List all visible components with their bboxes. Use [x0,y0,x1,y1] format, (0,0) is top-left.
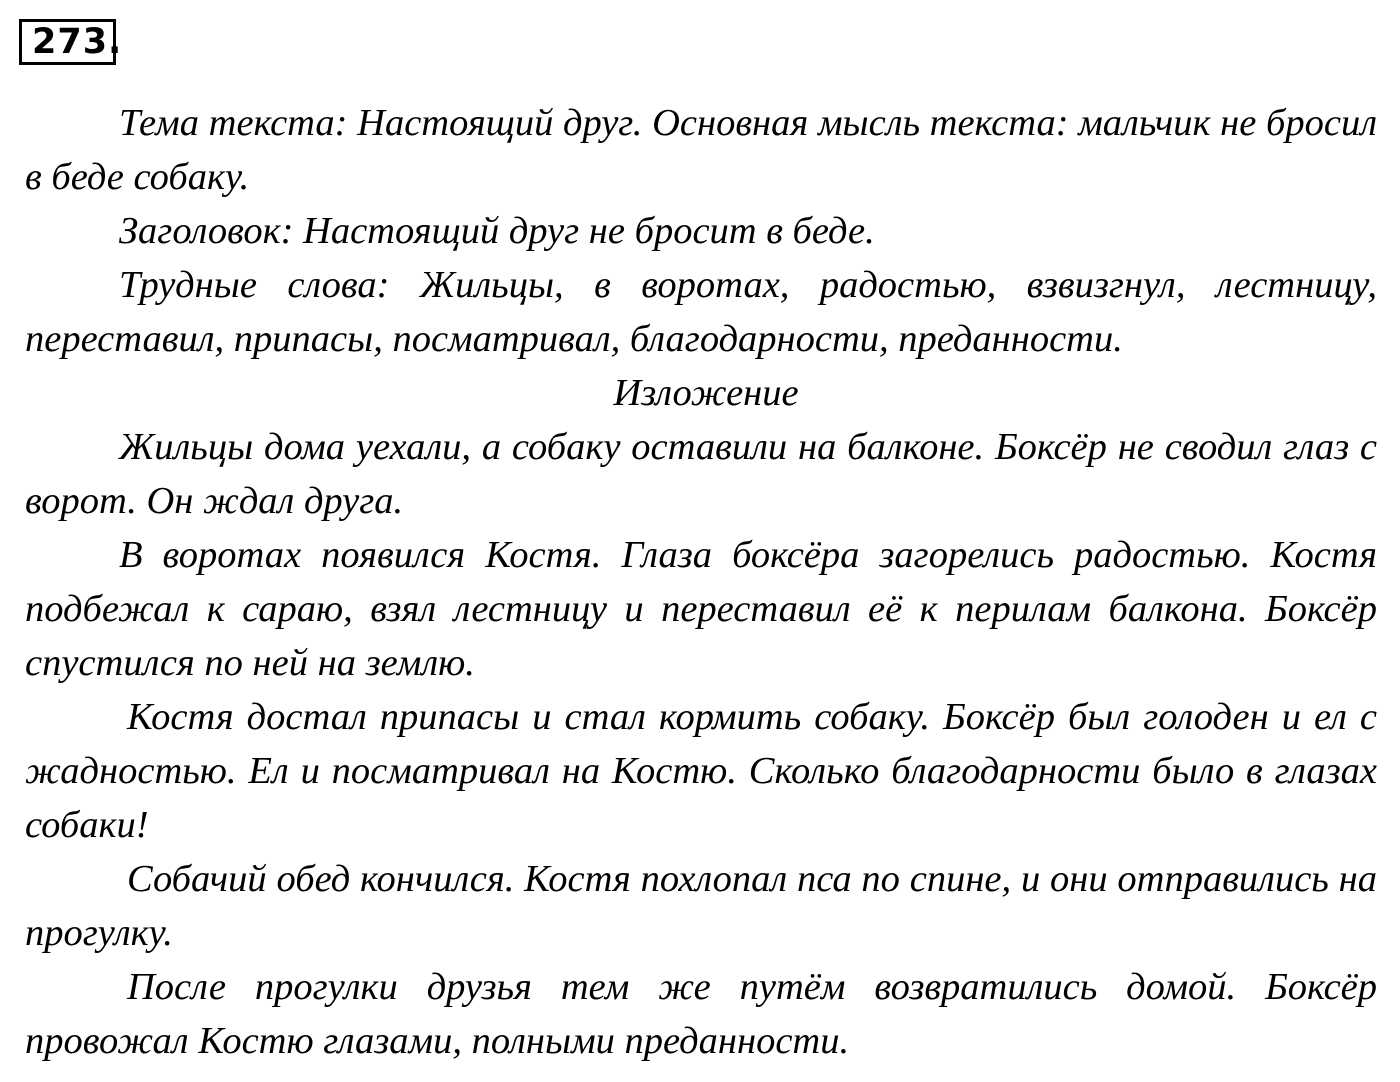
essay-heading: Изложение [613,372,799,414]
difficult-words-paragraph: Трудные слова: Жильцы, в воротах, радостью, взвизгнул, лестницу, переставил, припасы, посматривал, благодарности, преданности. [25,264,1377,360]
text-body [25,96,1377,1068]
essay-paragraph-4: Собачий обед кончился. Костя похлопал пса по спине, и они отправились на прогулку. [25,858,1377,954]
essay-paragraph-5: После прогулки друзья тем же путём возвратились домой. Боксёр провожал Костю глазами, полными преданности. [25,966,1377,1062]
exercise-number: 273. [19,19,116,65]
topic-paragraph: Тема текста: Настоящий друг. Основная мысль текста: мальчик не бросил в беде собаку. [25,102,1377,198]
essay-paragraph-2: В воротах появился Костя. Глаза боксёра загорелись радостью. Костя подбежал к сараю, взял лестницу и переставил её к перилам балкона. Боксёр спустился по ней на землю. [25,534,1377,684]
essay-paragraph-3: Костя достал припасы и стал кормить собаку. Боксёр был голоден и ел с жадностью. Ел и посматривал на Костю. Сколько благодарности было в глазах собаки! [25,696,1377,846]
essay-paragraph-1: Жильцы дома уехали, а собаку оставили на балконе. Боксёр не сводил глаз с ворот. Он ждал друга. [25,426,1377,522]
title-paragraph: Заголовок: Настоящий друг не бросит в беде. [119,210,875,252]
